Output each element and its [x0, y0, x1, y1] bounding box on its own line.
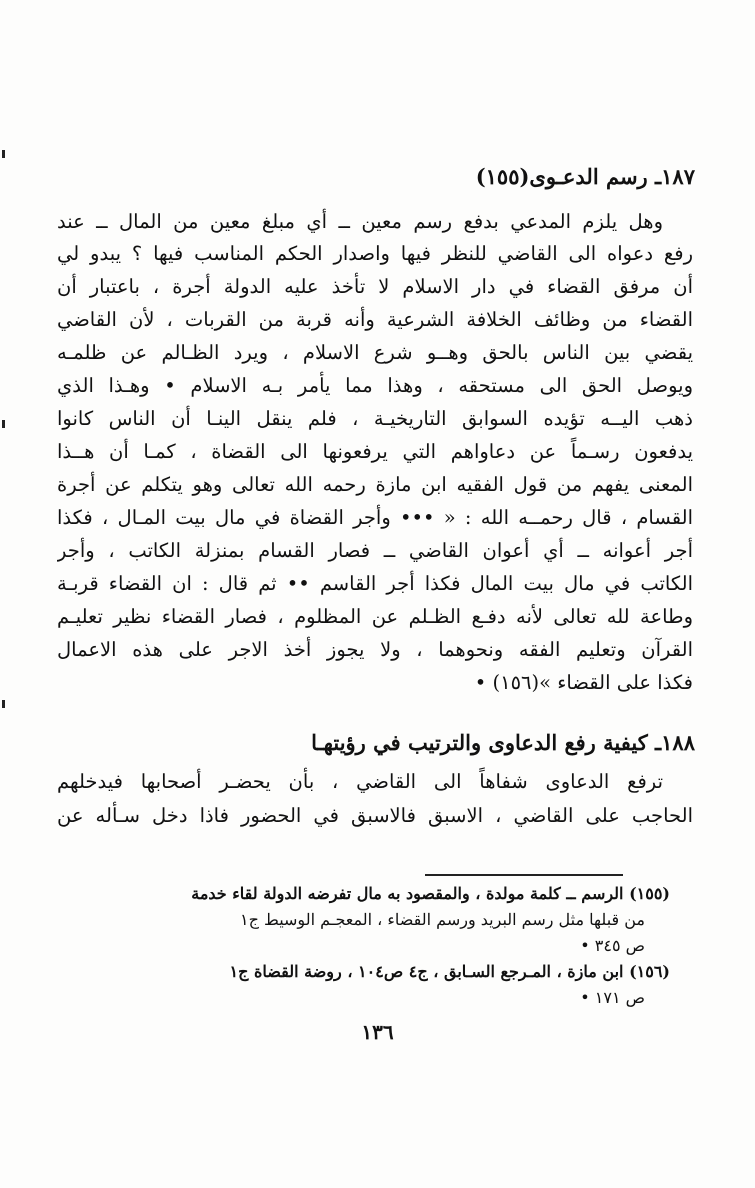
paragraph-line: المعنى يفهم من قول الفقيه ابن مازة رحمه الله تعالى وهو يتكلم عن أجرة: [57, 473, 693, 496]
paragraph-line: فكذا على القضاء »(١٥٦) •: [474, 671, 693, 694]
section-188-heading: ١٨٨ـ كيفية رفع الدعاوى والترتيب في رؤيتهـا: [311, 730, 695, 755]
paragraph-line: ذهب اليــه تؤيده السوابق التاريخيـة ، فلم ينقل الينـا أن الناس كانوا: [57, 407, 693, 430]
paragraph-line: وطاعة لله تعالى لأنه دفـع الظـلم عن المظلوم ، فصار القضاء نظير تعليـم: [57, 605, 693, 628]
footnote-divider: [425, 874, 623, 876]
paragraph-line: القسام ، قال رحمــه الله : « ••• وأجر القضاة في مال بيت المـال ، فكذا: [57, 506, 693, 529]
paragraph-line: يدفعون رسـماً عن دعاواهم التي يرفعونها الى القضاة ، كمـا أن هــذا: [57, 440, 693, 463]
margin-mark: [2, 420, 5, 428]
margin-mark: [2, 700, 5, 708]
paragraph-line: رفع دعواه الى القاضي للنظر فيها واصدار الحكم المناسب فيها ؟ يبدو لي: [57, 242, 693, 265]
paragraph-line: يقضي بين الناس بالحق وهــو شرع الاسلام ، ويرد الظـالم عن ظلمـه: [57, 341, 693, 364]
paragraph-line: القرآن وتعليم الفقه ونحوهما ، ولا يجوز أخذ الاجر على هذه الاعمال: [57, 638, 693, 661]
footnote-155: (١٥٥) الرسم ــ كلمة مولدة ، والمقصود به مال تفرضه الدولة لقاء خدمة: [191, 884, 670, 903]
paragraph-line: القضاء من وظائف الخلافة الشرعية وأنه قربة من القربات ، لأن القاضي: [57, 308, 693, 331]
footnote-156-continued: ص ١٧١ •: [580, 988, 645, 1007]
paragraph-line: الكاتب في مال بيت المال فكذا أجر القاسم •• ثم قال : ان القضاء قربـة: [57, 572, 693, 595]
paragraph-line: الحاجب على القاضي ، الاسبق فالاسبق في الحضور فاذا دخل سـأله عن: [57, 804, 693, 827]
paragraph-line: وهل يلزم المدعي بدفع رسم معين ــ أي مبلغ معين من المال ــ عند: [57, 210, 663, 233]
footnote-155-continued: ص ٣٤٥ •: [580, 936, 645, 955]
paragraph-line: أن مرفق القضاء في دار الاسلام لا تأخذ عليه الدولة أجرة ، باعتبار أن: [57, 275, 693, 298]
margin-mark: [2, 150, 5, 158]
section-187-heading: ١٨٧ـ رسم الدعـوى(١٥٥): [475, 164, 695, 189]
footnote-155-continued: من قبلها مثل رسم البريد ورسم القضاء ، المعجـم الوسيط ج١: [240, 910, 645, 929]
page-number: ١٣٦: [361, 1020, 394, 1044]
paragraph-line: ترفع الدعاوى شفاهاً الى القاضي ، بأن يحضـر أصحابها فيدخلهم: [57, 770, 663, 793]
paragraph-line: أجر أعوانه ــ أي أعوان القاضي ــ فصار القسام بمنزلة الكاتب ، وأجر: [57, 539, 693, 562]
paragraph-line: ويوصل الحق الى مستحقه ، وهذا مما يأمر بـه الاسلام • وهـذا الذي: [57, 374, 693, 397]
footnote-156: (١٥٦) ابن مازة ، المـرجع السـابق ، ج٤ ص١٠٤ ، روضة القضاة ج١: [229, 962, 670, 981]
